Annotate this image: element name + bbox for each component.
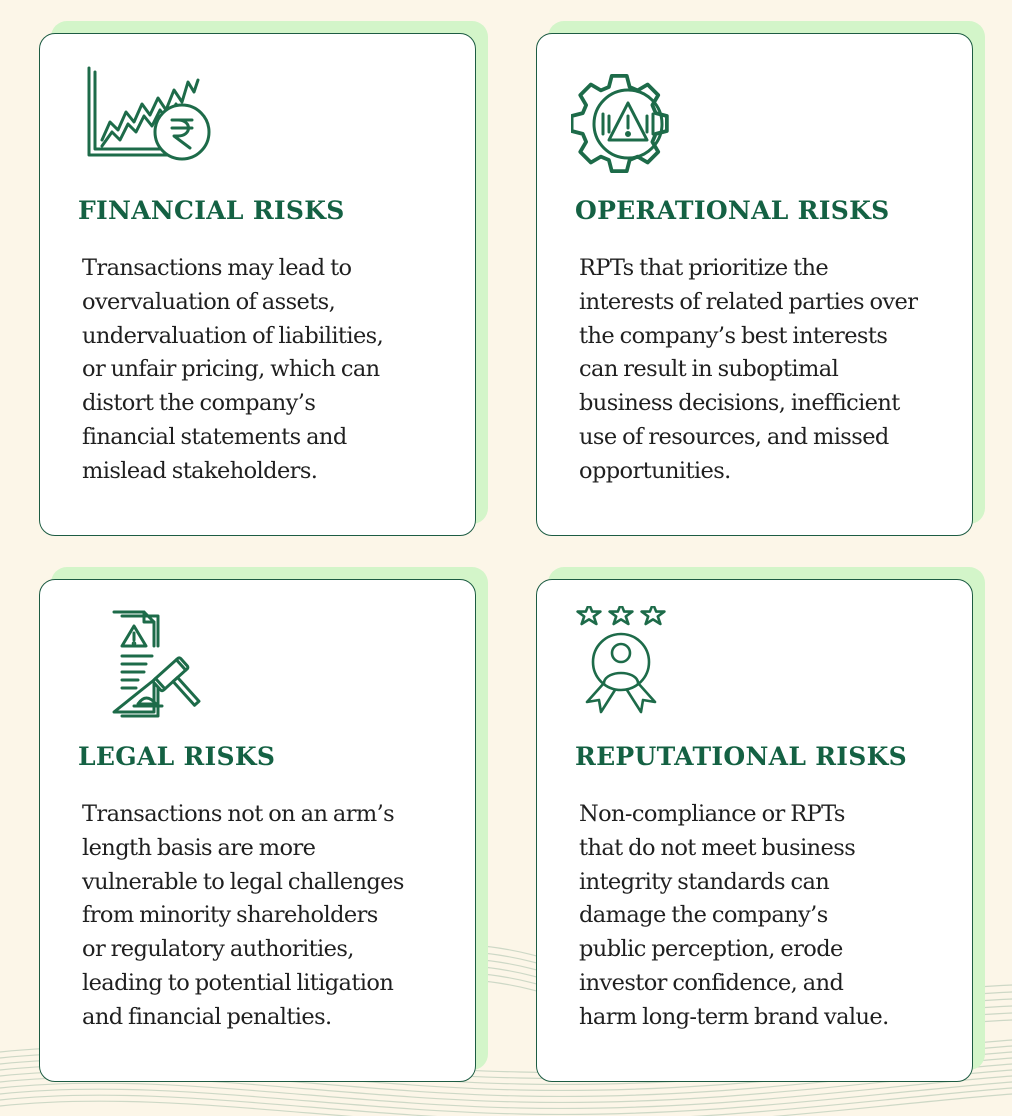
description-line: undervaluation of liabilities,	[82, 322, 384, 349]
card-description	[82, 798, 442, 1035]
card-description	[82, 252, 442, 489]
description-line: the company’s best interests	[579, 322, 888, 349]
card-description	[579, 798, 939, 1035]
card-title: FINANCIAL RISKS	[78, 196, 345, 225]
card-title: REPUTATIONAL RISKS	[575, 742, 908, 771]
reputational-risks-card	[536, 579, 973, 1082]
description-line: and financial penalties.	[82, 1003, 332, 1030]
stock-chart-rupee-icon	[74, 60, 224, 190]
description-line: vulnerable to legal challenges	[82, 868, 404, 895]
card-panel	[536, 33, 973, 536]
description-line: distort the company’s	[82, 390, 316, 417]
card-title: LEGAL RISKS	[78, 742, 276, 771]
description-line: opportunities.	[579, 457, 731, 484]
description-line: length basis are more	[82, 834, 316, 861]
description-line: leading to potential litigation	[82, 969, 394, 996]
description-line: business decisions, inefficient	[579, 390, 900, 417]
description-line: can result in suboptimal	[579, 356, 839, 383]
operational-risks-card	[536, 33, 973, 536]
card-panel	[39, 579, 476, 1082]
description-line: from minority shareholders	[82, 902, 378, 929]
description-line: damage the company’s	[579, 902, 828, 929]
description-line: mislead stakeholders.	[82, 457, 318, 484]
description-line: public perception, erode	[579, 936, 843, 963]
reputation-award-stars-icon	[571, 606, 721, 736]
description-line: harm long-term brand value.	[579, 1003, 889, 1030]
card-panel	[39, 33, 476, 536]
description-line: investor confidence, and	[579, 969, 844, 996]
description-line: Transactions not on an arm’s	[82, 801, 395, 827]
description-line: Non-compliance or RPTs	[579, 801, 845, 827]
description-line: interests of related parties over	[579, 288, 918, 315]
gear-warning-icon	[571, 60, 721, 190]
description-line: financial statements and	[82, 423, 347, 450]
card-description	[579, 252, 939, 489]
description-line: RPTs that prioritize the	[579, 255, 829, 281]
financial-risks-card	[39, 33, 476, 536]
card-panel	[536, 579, 973, 1082]
description-line: use of resources, and missed	[579, 423, 889, 450]
description-line: or regulatory authorities,	[82, 936, 354, 963]
legal-risks-card	[39, 579, 476, 1082]
description-line: Transactions may lead to	[82, 255, 352, 281]
description-line: integrity standards can	[579, 868, 830, 895]
legal-document-gavel-icon	[74, 606, 224, 736]
description-line: or unfair pricing, which can	[82, 356, 380, 383]
description-line: that do not meet business	[579, 834, 856, 861]
card-title: OPERATIONAL RISKS	[575, 196, 890, 225]
description-line: overvaluation of assets,	[82, 288, 336, 315]
